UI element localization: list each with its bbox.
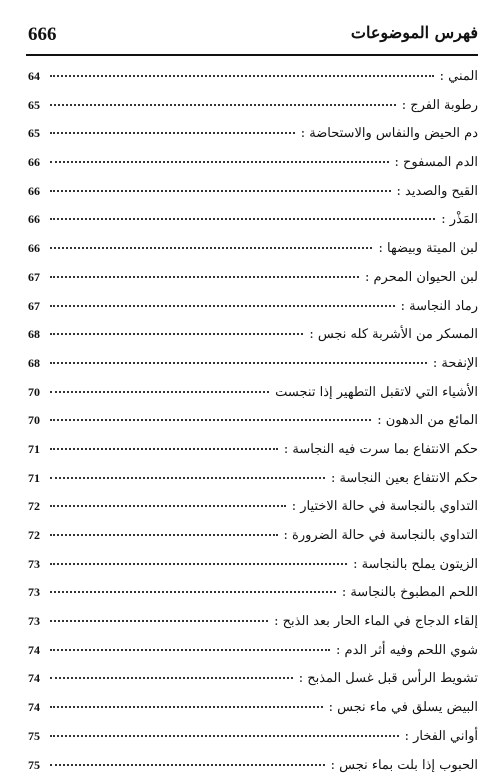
toc-entry-title: تشويط الرأس قبل غسل المذبح : bbox=[299, 665, 478, 694]
toc-entry-title: حكم الانتفاع بما سرت فيه النجاسة : bbox=[284, 436, 478, 465]
toc-entry bbox=[28, 320, 478, 349]
toc-entry bbox=[28, 550, 478, 579]
toc-entry bbox=[28, 119, 478, 148]
toc-entry-title: الزيتون يملح بالنجاسة : bbox=[353, 551, 478, 580]
toc-entry-page: 68 bbox=[28, 320, 44, 349]
toc-entry-page: 64 bbox=[28, 62, 44, 91]
toc-entry-page: 71 bbox=[28, 435, 44, 464]
toc-entry-title: أواني الفخار : bbox=[405, 723, 478, 752]
toc-entry-title: التداوي بالنجاسة في حالة الاختيار : bbox=[292, 493, 478, 522]
toc-entry-title: اللحم المطبوخ بالنجاسة : bbox=[342, 579, 478, 608]
dot-leader bbox=[50, 132, 295, 134]
toc-entry-page: 75 bbox=[28, 751, 44, 780]
toc-entry bbox=[28, 177, 478, 206]
dot-leader bbox=[50, 477, 325, 479]
toc-entry-title: إلقاء الدجاج في الماء الحار بعد الذبح : bbox=[274, 608, 478, 637]
toc-entry-title: حكم الانتفاع بعين النجاسة : bbox=[331, 465, 478, 494]
toc-entry-title: دم الحيض والنفاس والاستحاضة : bbox=[301, 120, 478, 149]
page-header bbox=[28, 20, 478, 50]
toc-entry-page: 72 bbox=[28, 492, 44, 521]
toc-entry-title: رطوبة الفرج : bbox=[402, 92, 478, 121]
toc-entry bbox=[28, 751, 478, 780]
toc-entry bbox=[28, 664, 478, 693]
toc-entry bbox=[28, 263, 478, 292]
toc-entry-page: 74 bbox=[28, 693, 44, 722]
toc-entry bbox=[28, 349, 478, 378]
toc-entry bbox=[28, 205, 478, 234]
toc-entry bbox=[28, 521, 478, 550]
toc-entry-title: المسكر من الأشربة كله نجس : bbox=[309, 321, 478, 350]
toc-entry-title: الأشياء التي لاتقبل التطهير إذا تنجست bbox=[275, 379, 478, 408]
toc-entry bbox=[28, 148, 478, 177]
page-title: فهرس الموضوعات bbox=[351, 23, 478, 42]
toc-entry-page: 70 bbox=[28, 406, 44, 435]
dot-leader bbox=[50, 706, 323, 708]
toc-entry bbox=[28, 722, 478, 751]
toc-entry-title: الحبوب إذا بلت بماء نجس : bbox=[331, 752, 478, 780]
dot-leader bbox=[50, 104, 396, 106]
dot-leader bbox=[50, 563, 347, 565]
dot-leader bbox=[50, 448, 278, 450]
toc-entry-title: التداوي بالنجاسة في حالة الضرورة : bbox=[284, 522, 478, 551]
toc-entry bbox=[28, 492, 478, 521]
toc-entry-page: 66 bbox=[28, 234, 44, 263]
dot-leader bbox=[50, 218, 435, 220]
dot-leader bbox=[50, 247, 372, 249]
dot-leader bbox=[50, 391, 269, 393]
toc-entry-page: 73 bbox=[28, 607, 44, 636]
toc-entry-title: لبن الميتة وبيضها : bbox=[378, 235, 478, 264]
toc-entry bbox=[28, 636, 478, 665]
toc-entry bbox=[28, 378, 478, 407]
dot-leader bbox=[50, 305, 395, 307]
toc-entry-title: المائع من الدهون : bbox=[377, 407, 478, 436]
dot-leader bbox=[50, 333, 303, 335]
toc-entry bbox=[28, 693, 478, 722]
dot-leader bbox=[50, 362, 427, 364]
toc-entry-page: 75 bbox=[28, 722, 44, 751]
toc-entry bbox=[28, 578, 478, 607]
toc-entry bbox=[28, 62, 478, 91]
toc-entry bbox=[28, 234, 478, 263]
toc-entry bbox=[28, 292, 478, 321]
dot-leader bbox=[50, 591, 336, 593]
toc-entry bbox=[28, 607, 478, 636]
header-rule bbox=[26, 54, 478, 56]
toc-entry-page: 74 bbox=[28, 664, 44, 693]
page-number: 666 bbox=[28, 24, 57, 46]
toc-entry-title: لبن الحيوان المحرم : bbox=[365, 264, 478, 293]
toc-entry-page: 65 bbox=[28, 91, 44, 120]
toc-entry-title: رماد النجاسة : bbox=[401, 293, 478, 322]
toc-entry-title: المني : bbox=[440, 63, 478, 92]
toc-entry-title: البيض يسلق في ماء نجس : bbox=[329, 694, 478, 723]
dot-leader bbox=[50, 764, 325, 766]
toc-entry-page: 73 bbox=[28, 578, 44, 607]
dot-leader bbox=[50, 75, 434, 77]
toc-entry-page: 72 bbox=[28, 521, 44, 550]
toc-entry-page: 65 bbox=[28, 119, 44, 148]
toc-entry-page: 67 bbox=[28, 292, 44, 321]
dot-leader bbox=[50, 735, 399, 737]
toc-entry-page: 68 bbox=[28, 349, 44, 378]
toc-entry-title: القيح والصديد : bbox=[397, 178, 479, 207]
toc-entry-page: 67 bbox=[28, 263, 44, 292]
toc-entry-page: 74 bbox=[28, 636, 44, 665]
dot-leader bbox=[50, 419, 371, 421]
dot-leader bbox=[50, 620, 268, 622]
toc-entry-page: 66 bbox=[28, 205, 44, 234]
toc-entry bbox=[28, 464, 478, 493]
table-of-contents bbox=[28, 62, 478, 779]
dot-leader bbox=[50, 649, 330, 651]
toc-entry bbox=[28, 435, 478, 464]
toc-entry-title: المَذْر : bbox=[441, 206, 478, 235]
toc-entry bbox=[28, 91, 478, 120]
toc-entry-page: 66 bbox=[28, 148, 44, 177]
dot-leader bbox=[50, 505, 286, 507]
dot-leader bbox=[50, 677, 293, 679]
toc-entry-page: 71 bbox=[28, 464, 44, 493]
toc-entry bbox=[28, 406, 478, 435]
toc-entry-page: 70 bbox=[28, 378, 44, 407]
toc-entry-title: شوي اللحم وفيه أثر الدم : bbox=[336, 637, 478, 666]
dot-leader bbox=[50, 161, 389, 163]
toc-entry-title: الإنفحة : bbox=[433, 350, 478, 379]
dot-leader bbox=[50, 276, 359, 278]
toc-entry-title: الدم المسفوح : bbox=[395, 149, 478, 178]
dot-leader bbox=[50, 534, 278, 536]
toc-entry-page: 73 bbox=[28, 550, 44, 579]
toc-entry-page: 66 bbox=[28, 177, 44, 206]
dot-leader bbox=[50, 190, 391, 192]
